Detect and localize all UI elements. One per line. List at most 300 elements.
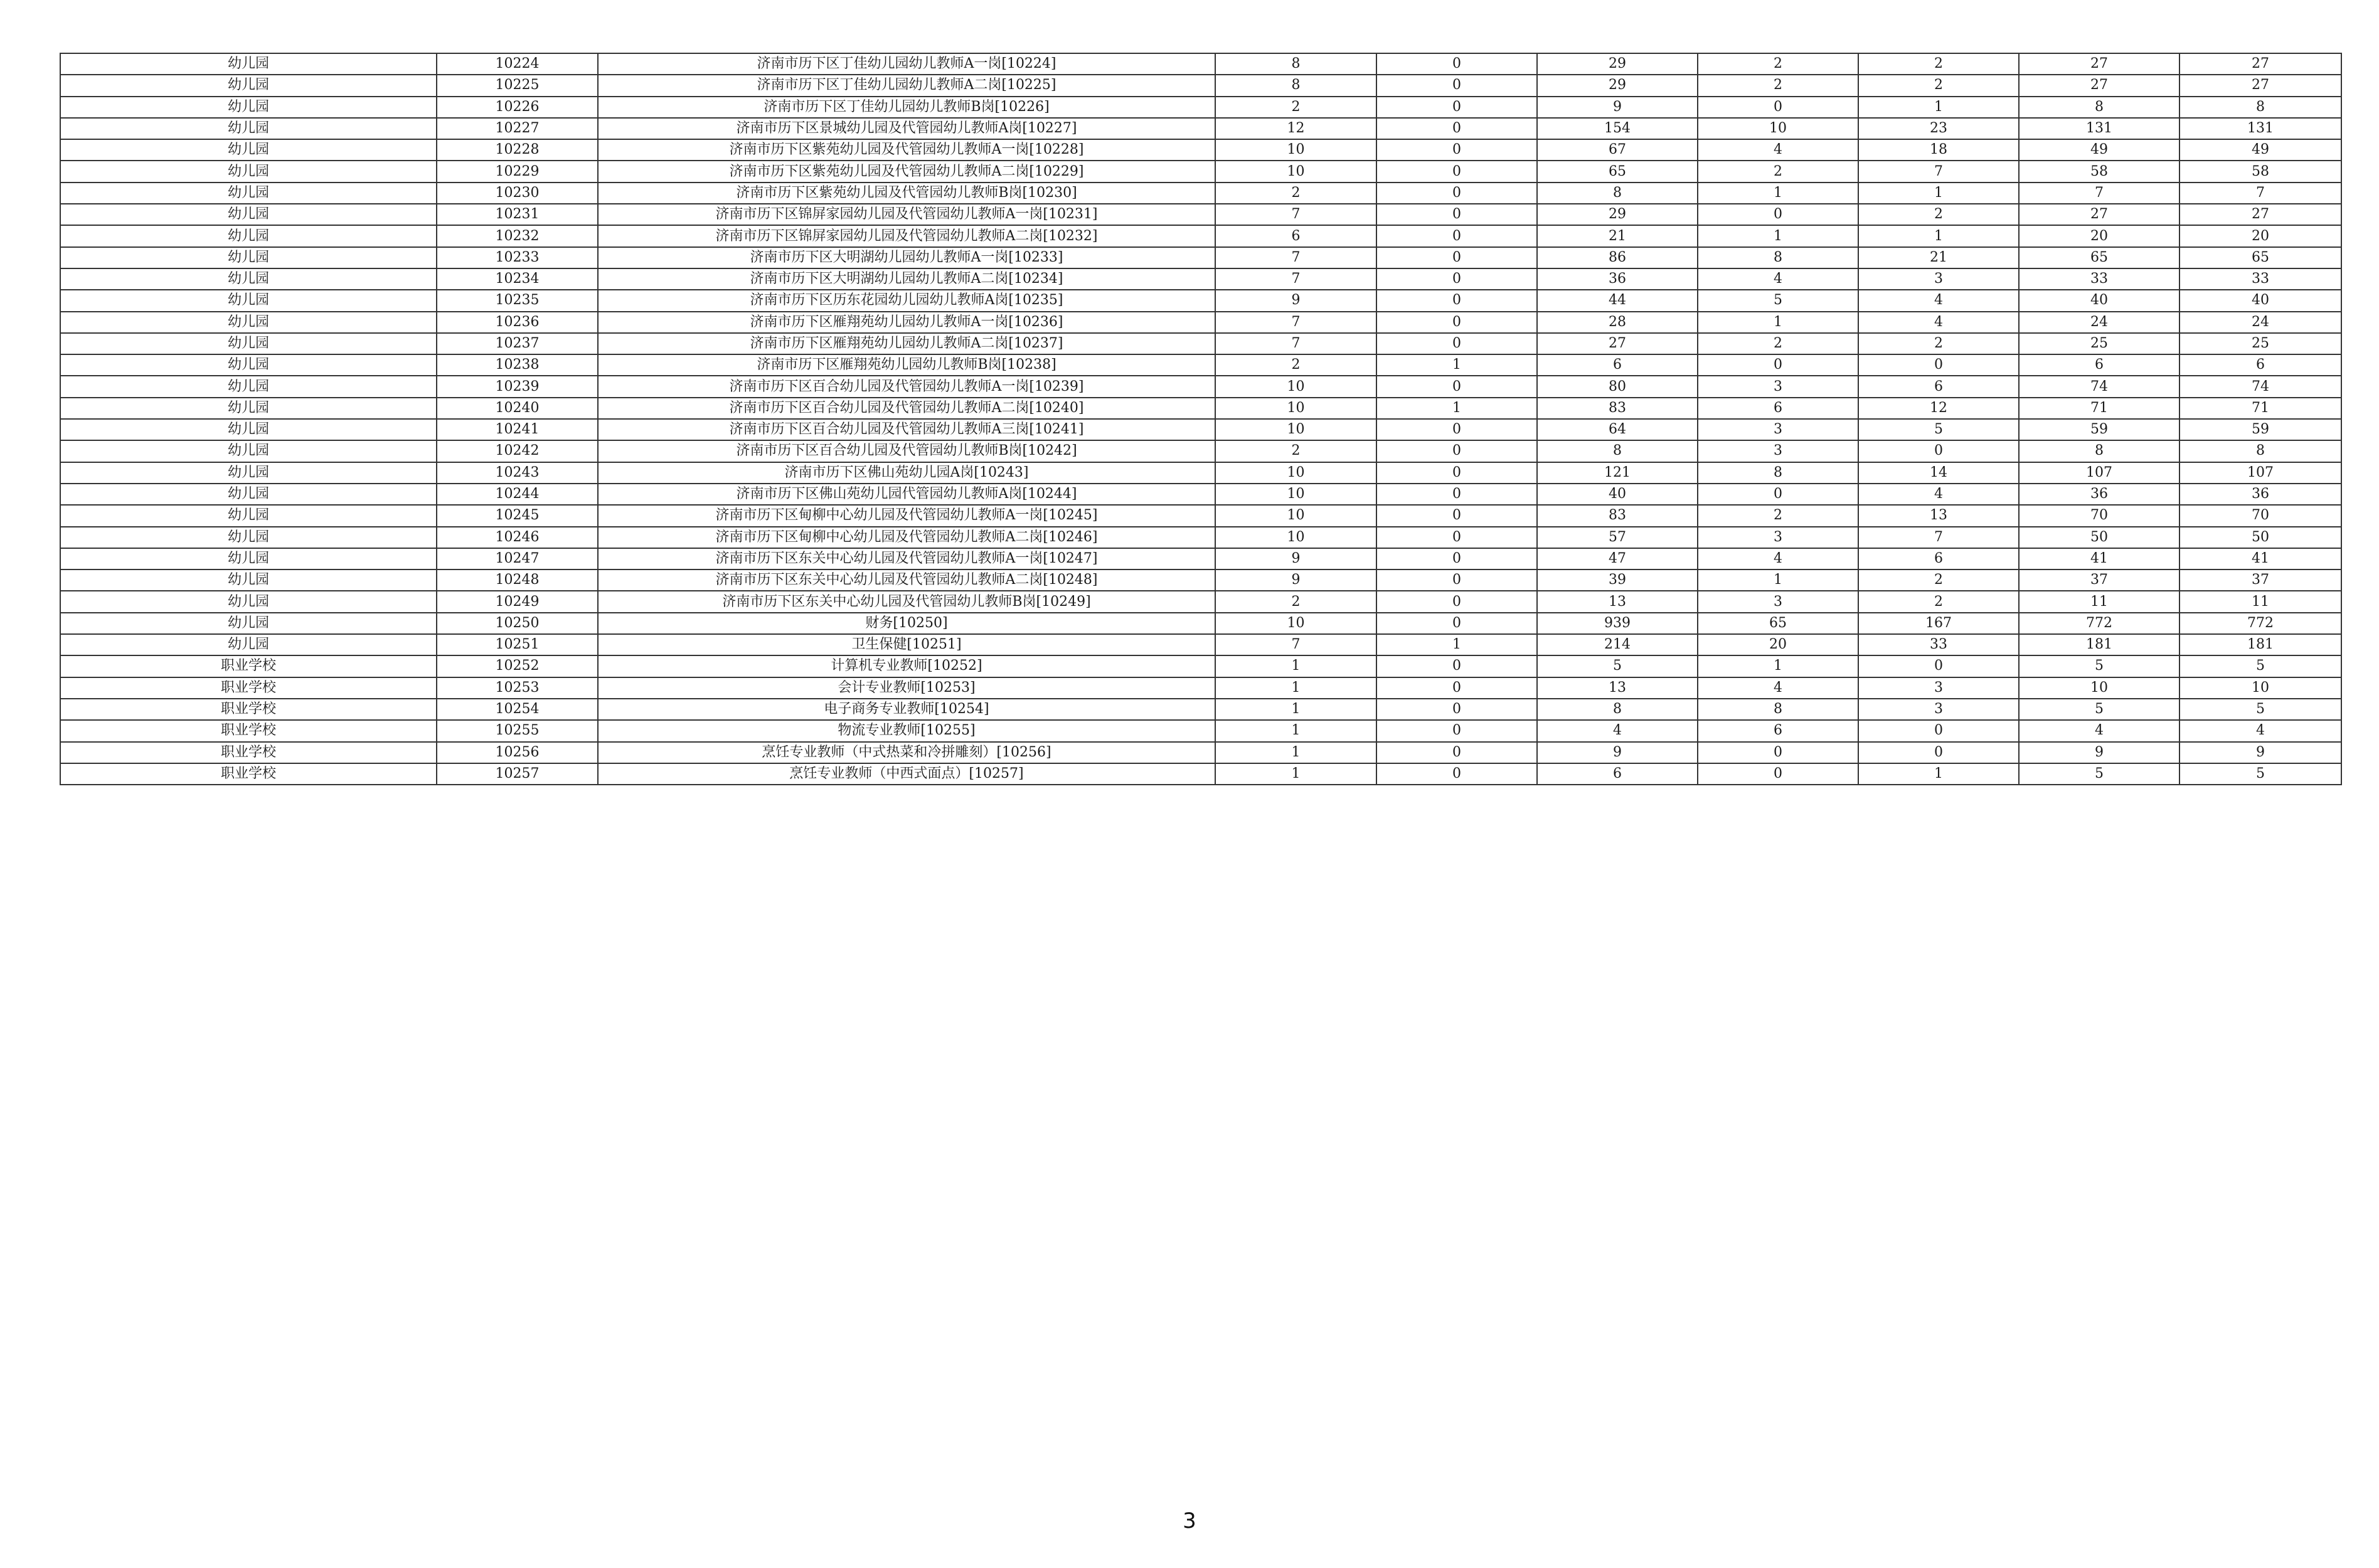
post-code-cell: 10239: [437, 376, 598, 397]
post-code-cell: 10246: [437, 527, 598, 548]
col8-cell: 0: [1858, 742, 2019, 763]
col6-cell: 28: [1537, 312, 1698, 333]
table-row: [60, 484, 2341, 505]
col10-cell: 5: [2179, 763, 2341, 785]
col9-cell: 40: [2019, 290, 2179, 311]
col10-cell: 50: [2179, 527, 2341, 548]
quota-cell: 2: [1215, 440, 1376, 462]
post-code-cell: 10238: [437, 354, 598, 376]
col8-cell: 2: [1858, 333, 2019, 354]
col7-cell: 3: [1698, 591, 1858, 612]
post-name-cell: 济南市历下区丁佳幼儿园幼儿教师A一岗[10224]: [598, 53, 1215, 75]
col8-cell: 1: [1858, 763, 2019, 785]
table-row: [60, 290, 2341, 311]
post-code-cell: 10230: [437, 183, 598, 204]
col7-cell: 8: [1698, 247, 1858, 268]
post-code-cell: 10229: [437, 161, 598, 182]
col5-cell: 1: [1376, 398, 1537, 419]
quota-cell: 2: [1215, 591, 1376, 612]
col6-cell: 154: [1537, 118, 1698, 139]
post-name-cell: 电子商务专业教师[10254]: [598, 699, 1215, 720]
col7-cell: 0: [1698, 97, 1858, 118]
col10-cell: 41: [2179, 548, 2341, 569]
col7-cell: 6: [1698, 720, 1858, 741]
unit-type-cell: 职业学校: [60, 655, 437, 677]
col8-cell: 7: [1858, 527, 2019, 548]
post-code-cell: 10233: [437, 247, 598, 268]
post-name-cell: 济南市历下区雁翔苑幼儿园幼儿教师A一岗[10236]: [598, 312, 1215, 333]
post-code-cell: 10227: [437, 118, 598, 139]
post-code-cell: 10252: [437, 655, 598, 677]
col9-cell: 41: [2019, 548, 2179, 569]
col10-cell: 37: [2179, 569, 2341, 591]
post-code-cell: 10225: [437, 75, 598, 96]
col8-cell: 2: [1858, 53, 2019, 75]
col8-cell: 3: [1858, 699, 2019, 720]
table-row: [60, 763, 2341, 785]
post-name-cell: 济南市历下区百合幼儿园及代管园幼儿教师A三岗[10241]: [598, 419, 1215, 440]
post-code-cell: 10249: [437, 591, 598, 612]
unit-type-cell: 幼儿园: [60, 204, 437, 225]
table-row: [60, 354, 2341, 376]
col8-cell: 0: [1858, 655, 2019, 677]
post-code-cell: 10244: [437, 484, 598, 505]
col9-cell: 4: [2019, 720, 2179, 741]
col10-cell: 772: [2179, 613, 2341, 634]
quota-cell: 7: [1215, 204, 1376, 225]
col7-cell: 3: [1698, 376, 1858, 397]
col5-cell: 1: [1376, 634, 1537, 655]
col9-cell: 11: [2019, 591, 2179, 612]
table-row: [60, 569, 2341, 591]
col5-cell: 0: [1376, 569, 1537, 591]
table-row: [60, 333, 2341, 354]
quota-cell: 2: [1215, 183, 1376, 204]
post-name-cell: 济南市历下区大明湖幼儿园幼儿教师A二岗[10234]: [598, 268, 1215, 290]
post-name-cell: 济南市历下区百合幼儿园及代管园幼儿教师A一岗[10239]: [598, 376, 1215, 397]
col10-cell: 8: [2179, 97, 2341, 118]
col10-cell: 24: [2179, 312, 2341, 333]
col6-cell: 4: [1537, 720, 1698, 741]
col8-cell: 1: [1858, 97, 2019, 118]
col5-cell: 0: [1376, 440, 1537, 462]
col9-cell: 24: [2019, 312, 2179, 333]
col8-cell: 2: [1858, 569, 2019, 591]
col7-cell: 20: [1698, 634, 1858, 655]
quota-cell: 12: [1215, 118, 1376, 139]
col7-cell: 1: [1698, 183, 1858, 204]
quota-cell: 10: [1215, 376, 1376, 397]
col6-cell: 121: [1537, 462, 1698, 484]
col6-cell: 6: [1537, 354, 1698, 376]
post-code-cell: 10242: [437, 440, 598, 462]
col7-cell: 4: [1698, 548, 1858, 569]
post-name-cell: 济南市历下区雁翔苑幼儿园幼儿教师A二岗[10237]: [598, 333, 1215, 354]
col6-cell: 8: [1537, 183, 1698, 204]
unit-type-cell: 幼儿园: [60, 290, 437, 311]
post-name-cell: 卫生保健[10251]: [598, 634, 1215, 655]
col7-cell: 0: [1698, 763, 1858, 785]
col9-cell: 8: [2019, 97, 2179, 118]
unit-type-cell: 职业学校: [60, 763, 437, 785]
col6-cell: 47: [1537, 548, 1698, 569]
post-name-cell: 济南市历下区锦屏家园幼儿园及代管园幼儿教师A一岗[10231]: [598, 204, 1215, 225]
col6-cell: 27: [1537, 333, 1698, 354]
post-name-cell: 济南市历下区景城幼儿园及代管园幼儿教师A岗[10227]: [598, 118, 1215, 139]
col8-cell: 2: [1858, 204, 2019, 225]
col5-cell: 0: [1376, 742, 1537, 763]
col5-cell: 0: [1376, 699, 1537, 720]
col8-cell: 6: [1858, 548, 2019, 569]
quota-cell: 10: [1215, 419, 1376, 440]
col6-cell: 8: [1537, 440, 1698, 462]
col9-cell: 65: [2019, 247, 2179, 268]
post-name-cell: 物流专业教师[10255]: [598, 720, 1215, 741]
col7-cell: 8: [1698, 699, 1858, 720]
col7-cell: 10: [1698, 118, 1858, 139]
unit-type-cell: 幼儿园: [60, 548, 437, 569]
table-row: [60, 677, 2341, 699]
col8-cell: 14: [1858, 462, 2019, 484]
col8-cell: 0: [1858, 440, 2019, 462]
col5-cell: 0: [1376, 290, 1537, 311]
table-row: [60, 312, 2341, 333]
post-code-cell: 10232: [437, 225, 598, 246]
post-name-cell: 济南市历下区大明湖幼儿园幼儿教师A一岗[10233]: [598, 247, 1215, 268]
col10-cell: 20: [2179, 225, 2341, 246]
col10-cell: 36: [2179, 484, 2341, 505]
col9-cell: 7: [2019, 183, 2179, 204]
col5-cell: 0: [1376, 312, 1537, 333]
post-name-cell: 会计专业教师[10253]: [598, 677, 1215, 699]
col8-cell: 6: [1858, 376, 2019, 397]
post-name-cell: 济南市历下区紫苑幼儿园及代管园幼儿教师A二岗[10229]: [598, 161, 1215, 182]
col5-cell: 0: [1376, 548, 1537, 569]
table-row: [60, 440, 2341, 462]
col6-cell: 83: [1537, 398, 1698, 419]
col8-cell: 167: [1858, 613, 2019, 634]
col8-cell: 12: [1858, 398, 2019, 419]
col7-cell: 3: [1698, 440, 1858, 462]
col5-cell: 0: [1376, 376, 1537, 397]
col8-cell: 0: [1858, 720, 2019, 741]
post-name-cell: 济南市历下区佛山苑幼儿园代管园幼儿教师A岗[10244]: [598, 484, 1215, 505]
table-row: [60, 742, 2341, 763]
col9-cell: 59: [2019, 419, 2179, 440]
unit-type-cell: 幼儿园: [60, 505, 437, 526]
col7-cell: 2: [1698, 75, 1858, 96]
post-name-cell: 济南市历下区百合幼儿园及代管园幼儿教师B岗[10242]: [598, 440, 1215, 462]
col9-cell: 6: [2019, 354, 2179, 376]
table-row: [60, 118, 2341, 139]
unit-type-cell: 幼儿园: [60, 462, 437, 484]
quota-cell: 1: [1215, 742, 1376, 763]
col9-cell: 37: [2019, 569, 2179, 591]
col10-cell: 33: [2179, 268, 2341, 290]
post-name-cell: 计算机专业教师[10252]: [598, 655, 1215, 677]
col10-cell: 9: [2179, 742, 2341, 763]
col5-cell: 0: [1376, 225, 1537, 246]
post-name-cell: 济南市历下区甸柳中心幼儿园及代管园幼儿教师A一岗[10245]: [598, 505, 1215, 526]
quota-cell: 10: [1215, 484, 1376, 505]
post-code-cell: 10236: [437, 312, 598, 333]
quota-cell: 6: [1215, 225, 1376, 246]
col10-cell: 74: [2179, 376, 2341, 397]
unit-type-cell: 幼儿园: [60, 97, 437, 118]
col6-cell: 29: [1537, 53, 1698, 75]
post-code-cell: 10245: [437, 505, 598, 526]
col5-cell: 0: [1376, 419, 1537, 440]
col5-cell: 0: [1376, 53, 1537, 75]
col5-cell: 0: [1376, 720, 1537, 741]
col8-cell: 3: [1858, 677, 2019, 699]
col9-cell: 107: [2019, 462, 2179, 484]
col5-cell: 0: [1376, 97, 1537, 118]
col5-cell: 0: [1376, 677, 1537, 699]
table-row: [60, 505, 2341, 526]
table-row: [60, 613, 2341, 634]
col8-cell: 0: [1858, 354, 2019, 376]
post-code-cell: 10255: [437, 720, 598, 741]
unit-type-cell: 幼儿园: [60, 312, 437, 333]
quota-cell: 9: [1215, 569, 1376, 591]
col9-cell: 20: [2019, 225, 2179, 246]
unit-type-cell: 幼儿园: [60, 161, 437, 182]
col9-cell: 181: [2019, 634, 2179, 655]
col10-cell: 131: [2179, 118, 2341, 139]
post-name-cell: 济南市历下区甸柳中心幼儿园及代管园幼儿教师A二岗[10246]: [598, 527, 1215, 548]
table-row: [60, 527, 2341, 548]
unit-type-cell: 幼儿园: [60, 183, 437, 204]
table-row: [60, 53, 2341, 75]
quota-cell: 1: [1215, 720, 1376, 741]
col5-cell: 0: [1376, 161, 1537, 182]
post-code-cell: 10226: [437, 97, 598, 118]
col7-cell: 0: [1698, 484, 1858, 505]
col6-cell: 44: [1537, 290, 1698, 311]
col10-cell: 10: [2179, 677, 2341, 699]
page-number: 3: [1183, 1508, 1196, 1534]
col10-cell: 49: [2179, 139, 2341, 161]
table-row: [60, 699, 2341, 720]
quota-cell: 9: [1215, 548, 1376, 569]
col8-cell: 3: [1858, 268, 2019, 290]
col7-cell: 2: [1698, 53, 1858, 75]
quota-cell: 1: [1215, 655, 1376, 677]
col6-cell: 40: [1537, 484, 1698, 505]
col7-cell: 3: [1698, 527, 1858, 548]
col5-cell: 0: [1376, 75, 1537, 96]
table-row: [60, 161, 2341, 182]
table-row: [60, 247, 2341, 268]
col6-cell: 86: [1537, 247, 1698, 268]
post-name-cell: 烹饪专业教师（中式热菜和冷拼雕刻）[10256]: [598, 742, 1215, 763]
quota-cell: 2: [1215, 97, 1376, 118]
col8-cell: 2: [1858, 75, 2019, 96]
col10-cell: 27: [2179, 204, 2341, 225]
post-name-cell: 济南市历下区紫苑幼儿园及代管园幼儿教师A一岗[10228]: [598, 139, 1215, 161]
col9-cell: 5: [2019, 699, 2179, 720]
col7-cell: 65: [1698, 613, 1858, 634]
post-name-cell: 济南市历下区东关中心幼儿园及代管园幼儿教师A一岗[10247]: [598, 548, 1215, 569]
col8-cell: 1: [1858, 225, 2019, 246]
quota-cell: 7: [1215, 634, 1376, 655]
col5-cell: 0: [1376, 655, 1537, 677]
col9-cell: 27: [2019, 75, 2179, 96]
table-body: [60, 53, 2341, 785]
col6-cell: 83: [1537, 505, 1698, 526]
post-code-cell: 10234: [437, 268, 598, 290]
col6-cell: 13: [1537, 591, 1698, 612]
post-name-cell: 济南市历下区历东花园幼儿园幼儿教师A岗[10235]: [598, 290, 1215, 311]
quota-cell: 7: [1215, 312, 1376, 333]
quota-cell: 8: [1215, 53, 1376, 75]
quota-cell: 2: [1215, 354, 1376, 376]
col5-cell: 0: [1376, 247, 1537, 268]
quota-cell: 10: [1215, 462, 1376, 484]
table-row: [60, 268, 2341, 290]
col9-cell: 74: [2019, 376, 2179, 397]
col9-cell: 70: [2019, 505, 2179, 526]
col10-cell: 70: [2179, 505, 2341, 526]
col8-cell: 5: [1858, 419, 2019, 440]
col10-cell: 65: [2179, 247, 2341, 268]
col8-cell: 21: [1858, 247, 2019, 268]
quota-cell: 10: [1215, 139, 1376, 161]
post-name-cell: 济南市历下区百合幼儿园及代管园幼儿教师A二岗[10240]: [598, 398, 1215, 419]
col10-cell: 8: [2179, 440, 2341, 462]
unit-type-cell: 幼儿园: [60, 225, 437, 246]
col9-cell: 10: [2019, 677, 2179, 699]
col5-cell: 0: [1376, 591, 1537, 612]
col5-cell: 1: [1376, 354, 1537, 376]
col6-cell: 67: [1537, 139, 1698, 161]
col9-cell: 25: [2019, 333, 2179, 354]
unit-type-cell: 职业学校: [60, 699, 437, 720]
col10-cell: 27: [2179, 53, 2341, 75]
col9-cell: 27: [2019, 204, 2179, 225]
col9-cell: 71: [2019, 398, 2179, 419]
table-row: [60, 634, 2341, 655]
col9-cell: 772: [2019, 613, 2179, 634]
col10-cell: 5: [2179, 655, 2341, 677]
post-name-cell: 济南市历下区丁佳幼儿园幼儿教师A二岗[10225]: [598, 75, 1215, 96]
col9-cell: 58: [2019, 161, 2179, 182]
unit-type-cell: 幼儿园: [60, 247, 437, 268]
table-row: [60, 591, 2341, 612]
col7-cell: 1: [1698, 312, 1858, 333]
col9-cell: 50: [2019, 527, 2179, 548]
col7-cell: 0: [1698, 204, 1858, 225]
col6-cell: 21: [1537, 225, 1698, 246]
unit-type-cell: 幼儿园: [60, 613, 437, 634]
col5-cell: 0: [1376, 505, 1537, 526]
post-name-cell: 财务[10250]: [598, 613, 1215, 634]
col6-cell: 214: [1537, 634, 1698, 655]
col10-cell: 59: [2179, 419, 2341, 440]
col7-cell: 6: [1698, 398, 1858, 419]
post-code-cell: 10235: [437, 290, 598, 311]
col5-cell: 0: [1376, 183, 1537, 204]
post-code-cell: 10231: [437, 204, 598, 225]
col6-cell: 39: [1537, 569, 1698, 591]
post-code-cell: 10248: [437, 569, 598, 591]
post-code-cell: 10224: [437, 53, 598, 75]
post-name-cell: 烹饪专业教师（中西式面点）[10257]: [598, 763, 1215, 785]
quota-cell: 7: [1215, 247, 1376, 268]
table-row: [60, 75, 2341, 96]
quota-cell: 8: [1215, 75, 1376, 96]
col8-cell: 23: [1858, 118, 2019, 139]
unit-type-cell: 幼儿园: [60, 527, 437, 548]
post-code-cell: 10257: [437, 763, 598, 785]
col8-cell: 4: [1858, 290, 2019, 311]
col9-cell: 27: [2019, 53, 2179, 75]
col7-cell: 4: [1698, 139, 1858, 161]
quota-cell: 7: [1215, 268, 1376, 290]
quota-cell: 9: [1215, 290, 1376, 311]
post-code-cell: 10241: [437, 419, 598, 440]
unit-type-cell: 幼儿园: [60, 139, 437, 161]
unit-type-cell: 幼儿园: [60, 440, 437, 462]
post-code-cell: 10247: [437, 548, 598, 569]
col5-cell: 0: [1376, 204, 1537, 225]
col8-cell: 4: [1858, 312, 2019, 333]
col7-cell: 2: [1698, 333, 1858, 354]
post-code-cell: 10243: [437, 462, 598, 484]
col8-cell: 7: [1858, 161, 2019, 182]
col9-cell: 36: [2019, 484, 2179, 505]
col6-cell: 6: [1537, 763, 1698, 785]
col10-cell: 107: [2179, 462, 2341, 484]
unit-type-cell: 幼儿园: [60, 569, 437, 591]
post-code-cell: 10254: [437, 699, 598, 720]
unit-type-cell: 幼儿园: [60, 354, 437, 376]
col10-cell: 5: [2179, 699, 2341, 720]
unit-type-cell: 幼儿园: [60, 118, 437, 139]
table-row: [60, 139, 2341, 161]
table-row: [60, 225, 2341, 246]
col5-cell: 0: [1376, 139, 1537, 161]
table-row: [60, 419, 2341, 440]
col7-cell: 1: [1698, 569, 1858, 591]
col5-cell: 0: [1376, 527, 1537, 548]
table-row: [60, 97, 2341, 118]
table-row: [60, 548, 2341, 569]
unit-type-cell: 幼儿园: [60, 53, 437, 75]
col8-cell: 33: [1858, 634, 2019, 655]
quota-cell: 10: [1215, 527, 1376, 548]
col5-cell: 0: [1376, 118, 1537, 139]
quota-cell: 10: [1215, 161, 1376, 182]
col10-cell: 58: [2179, 161, 2341, 182]
col7-cell: 3: [1698, 419, 1858, 440]
col10-cell: 6: [2179, 354, 2341, 376]
col7-cell: 4: [1698, 677, 1858, 699]
col10-cell: 4: [2179, 720, 2341, 741]
col10-cell: 7: [2179, 183, 2341, 204]
unit-type-cell: 职业学校: [60, 742, 437, 763]
col5-cell: 0: [1376, 268, 1537, 290]
col5-cell: 0: [1376, 763, 1537, 785]
table-row: [60, 720, 2341, 741]
post-name-cell: 济南市历下区佛山苑幼儿园A岗[10243]: [598, 462, 1215, 484]
col8-cell: 1: [1858, 183, 2019, 204]
table-row: [60, 462, 2341, 484]
col6-cell: 9: [1537, 97, 1698, 118]
unit-type-cell: 幼儿园: [60, 398, 437, 419]
post-code-cell: 10228: [437, 139, 598, 161]
